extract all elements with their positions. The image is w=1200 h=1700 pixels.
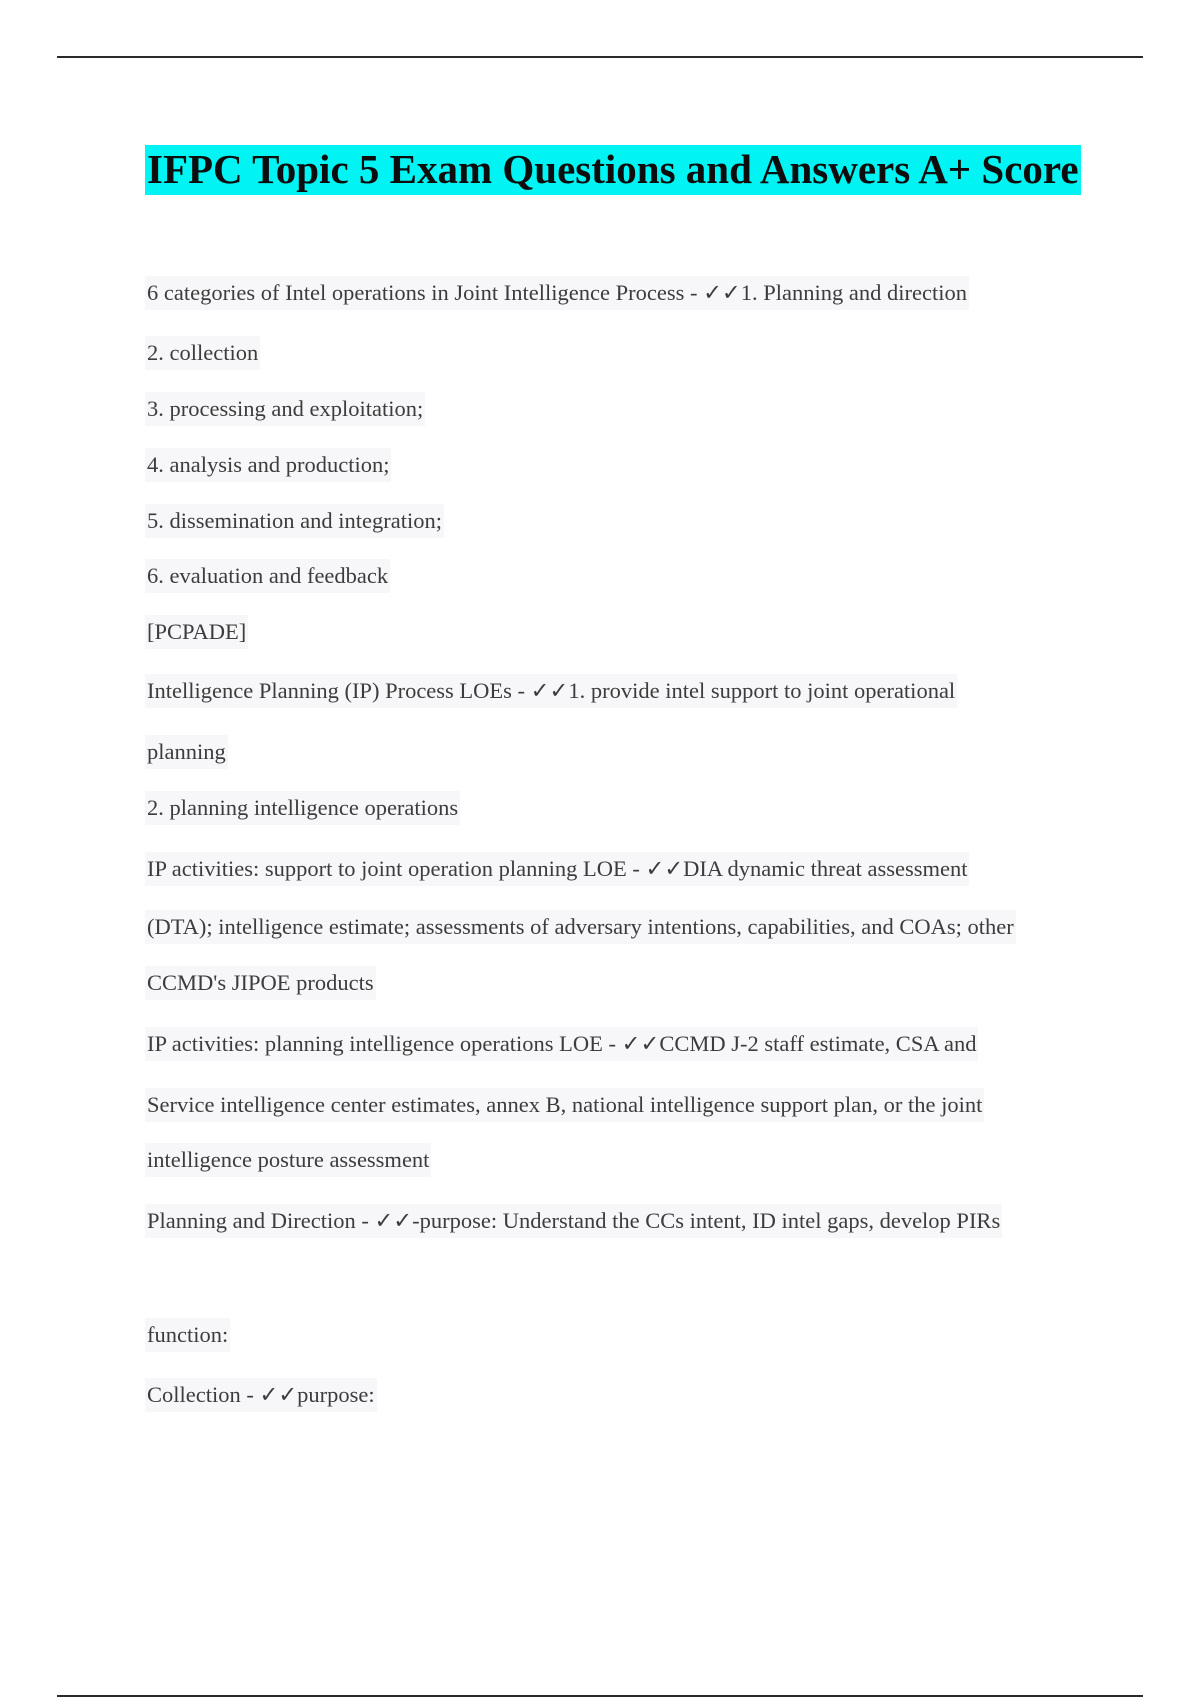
top-rule bbox=[57, 56, 1143, 58]
text-line: planning bbox=[145, 735, 228, 769]
text-line: function: bbox=[145, 1318, 230, 1352]
text-line: (DTA); intelligence estimate; assessments of adversary intentions, capabilities, and COAs; other bbox=[145, 910, 1016, 944]
text-line: 2. planning intelligence operations bbox=[145, 791, 460, 825]
bottom-rule bbox=[57, 1695, 1143, 1697]
text-line: Service intelligence center estimates, annex B, national intelligence support plan, or the joint bbox=[145, 1088, 984, 1122]
text-line: Collection - ✓✓purpose: bbox=[145, 1378, 377, 1412]
text-line: 3. processing and exploitation; bbox=[145, 392, 425, 426]
document-title: IFPC Topic 5 Exam Questions and Answers A+ Score bbox=[145, 145, 1081, 195]
text-line: 5. dissemination and integration; bbox=[145, 504, 444, 538]
text-line: 4. analysis and production; bbox=[145, 448, 391, 482]
text-line: IP activities: planning intelligence operations LOE - ✓✓CCMD J-2 staff estimate, CSA and bbox=[145, 1027, 978, 1061]
text-line: Planning and Direction - ✓✓-purpose: Understand the CCs intent, ID intel gaps, develop PIRs bbox=[145, 1204, 1002, 1238]
text-line: IP activities: support to joint operation planning LOE - ✓✓DIA dynamic threat assessment bbox=[145, 852, 969, 886]
text-line: 6. evaluation and feedback bbox=[145, 559, 390, 593]
text-line: intelligence posture assessment bbox=[145, 1143, 431, 1177]
text-line: 2. collection bbox=[145, 336, 260, 370]
text-line: CCMD's JIPOE products bbox=[145, 966, 376, 1000]
text-line: 6 categories of Intel operations in Joint Intelligence Process - ✓✓1. Planning and direction bbox=[145, 276, 969, 310]
text-line: [PCPADE] bbox=[145, 615, 248, 649]
text-line: Intelligence Planning (IP) Process LOEs - ✓✓1. provide intel support to joint operational bbox=[145, 674, 957, 708]
